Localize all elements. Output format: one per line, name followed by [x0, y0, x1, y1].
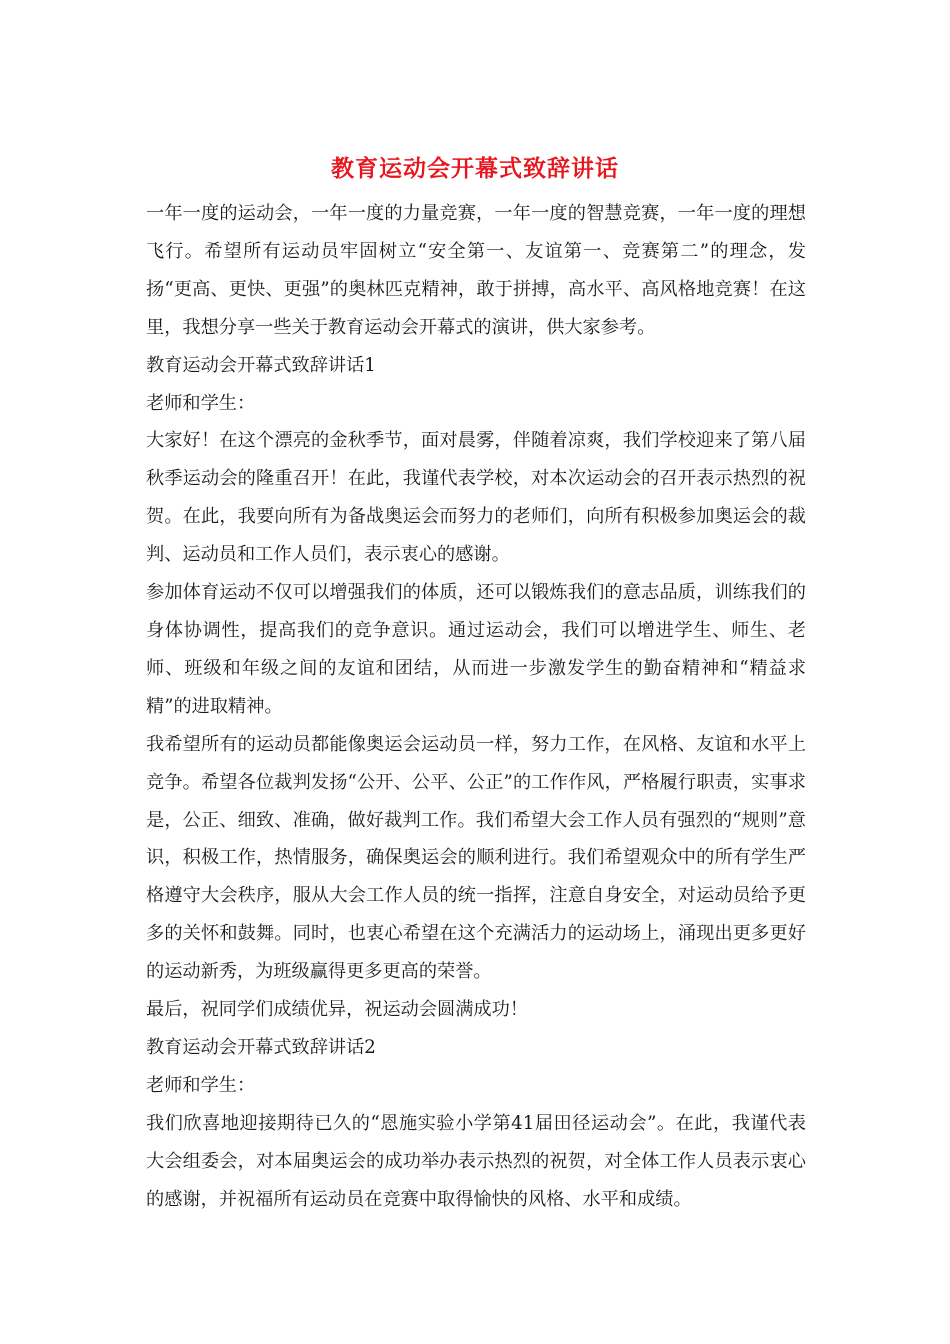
speech-1-heading: 教育运动会开幕式致辞讲话1	[146, 354, 376, 376]
speech-2-paragraph: 我们欣喜地迎接期待已久的“恩施实验小学第41届田径运动会”。在此，我谨代表大会组委会，对本届奥运会的成功举办表示热烈的祝贺，对全体工作人员表示衷心的感谢，并祝福所有运动员在竞赛中取得愉快的风格、水平和成绩。	[146, 1112, 806, 1210]
speech-1-salutation: 老师和学生：	[146, 392, 256, 414]
speech-1-paragraph: 参加体育运动不仅可以增强我们的体质，还可以锻炼我们的意志品质，训练我们的身体协调性，提高我们的竞争意识。通过运动会，我们可以增进学生、师生、老师、班级和年级之间的友谊和团结，从而进一步激发学生的勤奋精神和“精益求精”的进取精神。	[146, 582, 806, 717]
document-title: 教育运动会开幕式致辞讲话	[331, 155, 619, 182]
speech-2-salutation: 老师和学生：	[146, 1074, 256, 1096]
speech-1-paragraph: 我希望所有的运动员都能像奥运会运动员一样，努力工作，在风格、友谊和水平上竞争。希望各位裁判发扬“公开、公平、公正”的工作作风，严格履行职责，实事求是，公正、细致、准确，做好裁判工作。我们希望大会工作人员有强烈的“规则”意识，积极工作，热情服务，确保奥运会的顺利进行。我们希望观众中的所有学生严格遵守大会秩序，服从大会工作人员的统一指挥，注意自身安全，对运动员给予更多的关怀和鼓舞。同时，也衷心希望在这个充满活力的运动场上，涌现出更多更好的运动新秀，为班级赢得更多更高的荣誉。	[146, 733, 806, 983]
speech-2-heading: 教育运动会开幕式致辞讲话2	[146, 1036, 376, 1058]
speech-1-closing: 最后，祝同学们成绩优异，祝运动会圆满成功！	[146, 999, 528, 1021]
document-body	[146, 195, 806, 1218]
intro-paragraph: 一年一度的运动会，一年一度的力量竞赛，一年一度的智慧竞赛，一年一度的理想飞行。希望所有运动员牢固树立“安全第一、友谊第一、竞赛第二”的理念，发扬“更高、更快、更强”的奥林匹克精神，敢于拼搏，高水平、高风格地竞赛！在这里，我想分享一些关于教育运动会开幕式的演讲，供大家参考。	[146, 203, 806, 338]
speech-1-paragraph: 大家好！在这个漂亮的金秋季节，面对晨雾，伴随着凉爽，我们学校迎来了第八届秋季运动会的隆重召开！在此，我谨代表学校，对本次运动会的召开表示热烈的祝贺。在此，我要向所有为备战奥运会而努力的老师们，向所有积极参加奥运会的裁判、运动员和工作人员们，表示衷心的感谢。	[146, 430, 806, 566]
